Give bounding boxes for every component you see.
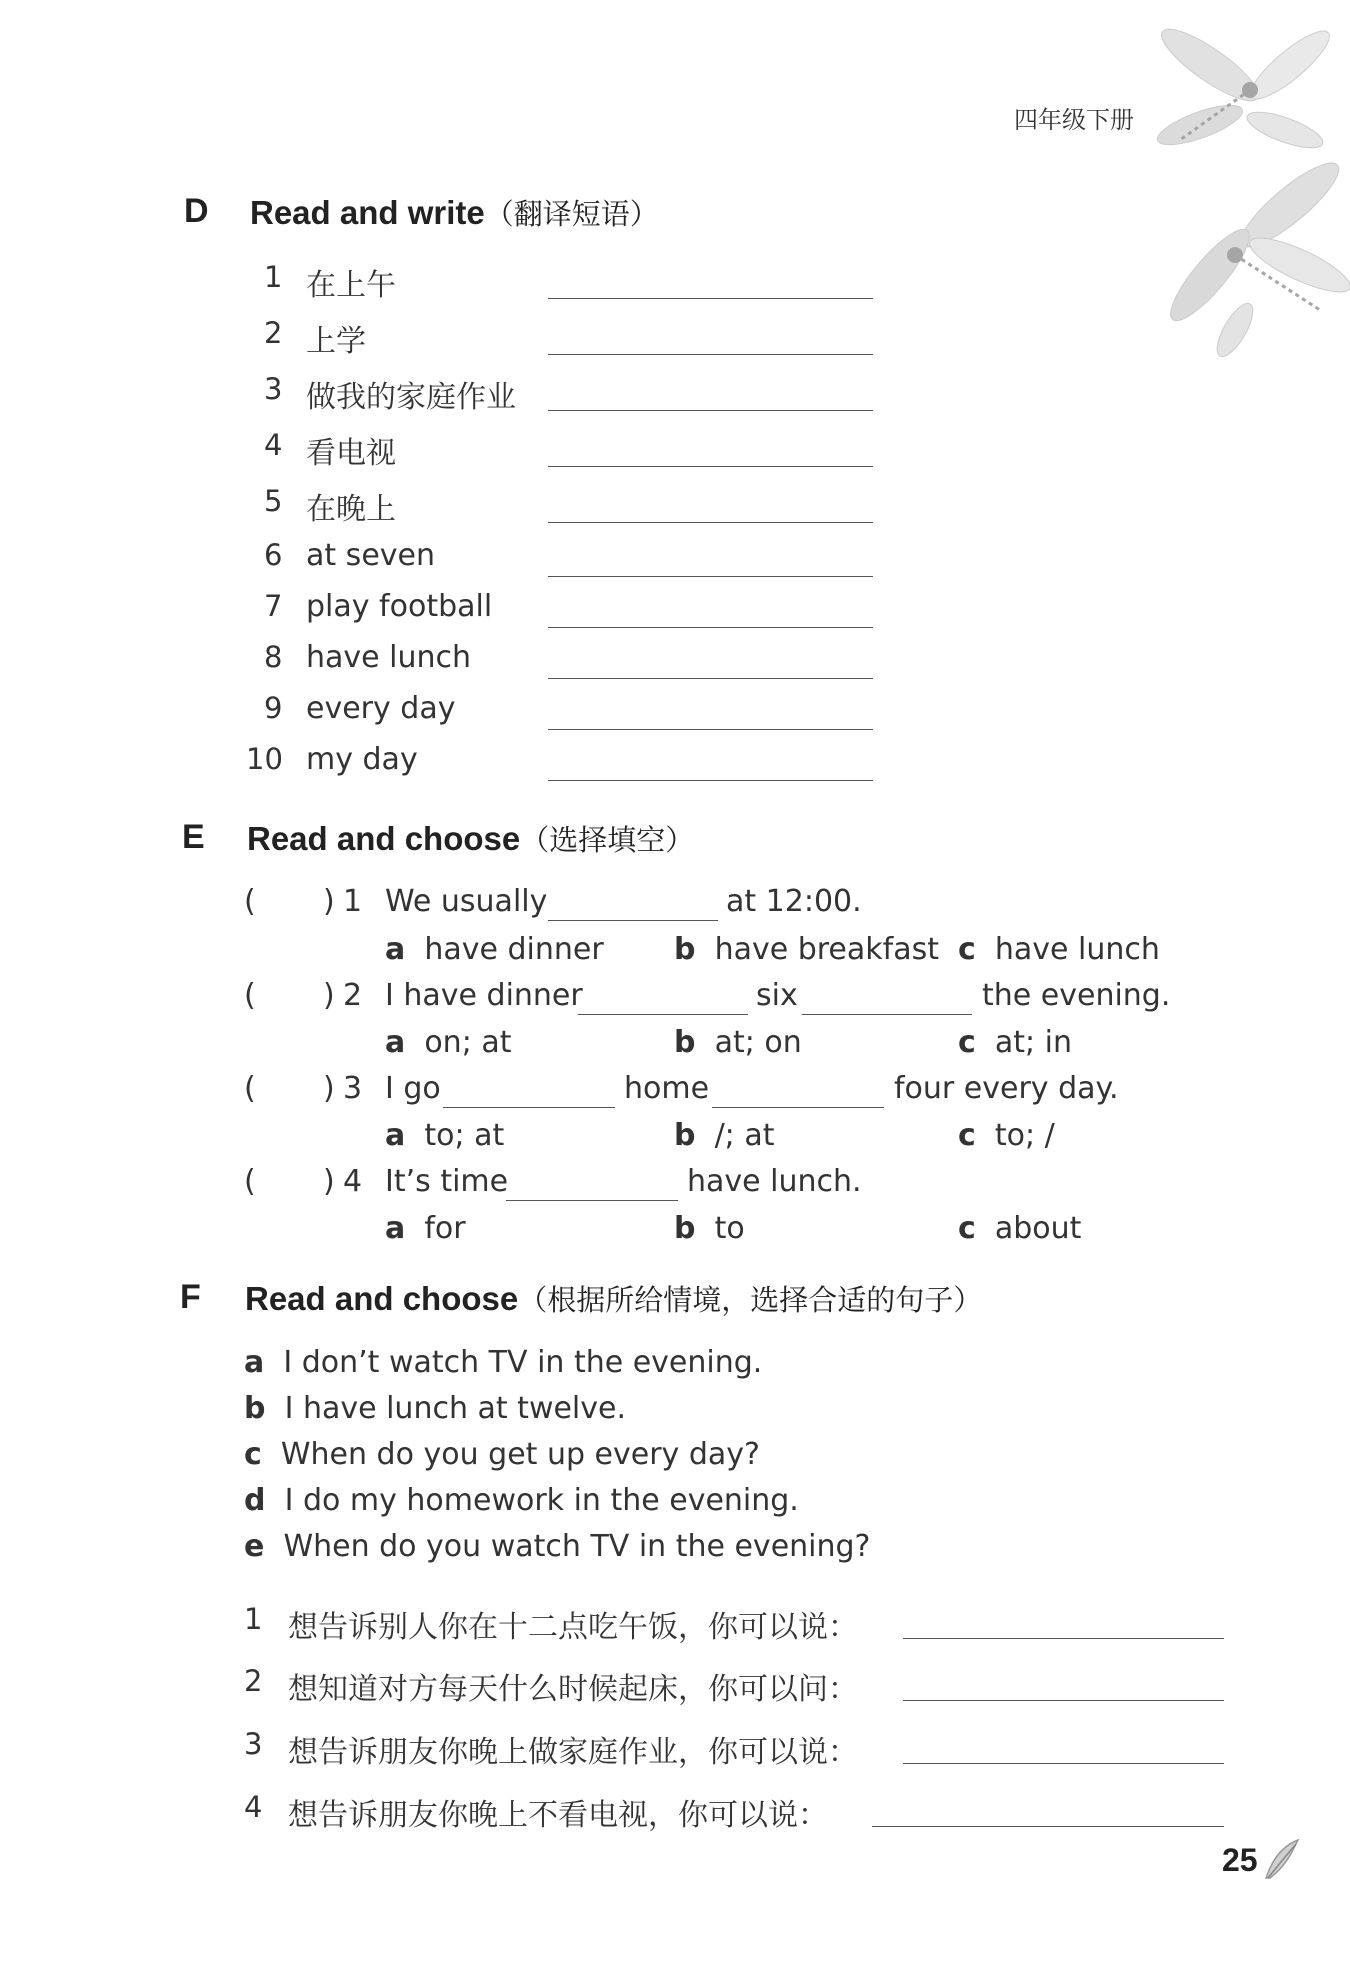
question-text: home (624, 1071, 710, 1106)
section-f-title-en: Read and choose (245, 1280, 519, 1317)
item-number: 2 (264, 316, 283, 350)
option-b (674, 932, 939, 967)
sentence-option (244, 1345, 762, 1380)
option-text: When do you watch TV in the evening? (283, 1529, 871, 1564)
question-text: We usually (385, 884, 548, 919)
option-letter: c (958, 1118, 976, 1153)
item-phrase: my day (306, 742, 418, 777)
question-number: 1 (343, 884, 363, 919)
answer-blank[interactable] (802, 1014, 972, 1015)
prompt-number: 2 (244, 1664, 263, 1698)
answer-paren-open: ( (244, 884, 256, 919)
section-f-title (245, 1278, 982, 1319)
answer-blank[interactable] (548, 354, 873, 355)
option-letter: a (385, 1211, 406, 1246)
section-e-title-en: Read and choose (247, 820, 521, 857)
dragonfly-icon (1160, 152, 1350, 361)
prompt-text: 想知道对方每天什么时候起床，你可以问： (288, 1672, 858, 1707)
sentence-option (244, 1391, 626, 1426)
item-number: 4 (264, 428, 283, 462)
prompt-text: 想告诉别人你在十二点吃午饭，你可以说： (288, 1610, 858, 1645)
answer-paren-close: ) (323, 978, 335, 1013)
dragonfly-icon (1153, 19, 1337, 155)
option-text: on; at (424, 1025, 512, 1060)
question-text: the evening. (982, 978, 1171, 1013)
answer-blank[interactable] (712, 1107, 884, 1108)
option-letter: a (385, 1118, 406, 1153)
option-c (958, 1025, 1072, 1060)
option-b (674, 1211, 745, 1246)
option-text: at; in (994, 1025, 1073, 1060)
option-c (958, 1118, 1055, 1153)
answer-paren-close: ) (323, 1071, 335, 1106)
section-d-subtitle: （翻译短语） (484, 199, 659, 231)
option-letter: b (674, 1118, 696, 1153)
answer-paren-close: ) (323, 1164, 335, 1199)
question-number: 2 (343, 978, 363, 1013)
answer-blank[interactable] (443, 1107, 615, 1108)
answer-blank[interactable] (903, 1638, 1224, 1639)
question-text: have lunch. (687, 1164, 862, 1199)
option-a (385, 932, 604, 967)
option-text: have breakfast (714, 932, 939, 967)
answer-paren-close: ) (323, 884, 335, 919)
section-d-title-en: Read and write (250, 194, 485, 231)
answer-blank[interactable] (548, 576, 873, 577)
item-phrase: at seven (306, 538, 435, 573)
option-letter: b (674, 1025, 696, 1060)
item-number: 9 (264, 691, 283, 725)
item-phrase: 看电视 (306, 436, 396, 471)
prompt-text: 想告诉朋友你晚上不看电视，你可以说： (288, 1798, 828, 1833)
question-text: six (756, 978, 798, 1013)
option-text: I don’t watch TV in the evening. (283, 1345, 763, 1380)
section-e-letter: E (182, 818, 205, 856)
option-text: When do you get up every day? (280, 1437, 760, 1472)
answer-blank[interactable] (548, 780, 873, 781)
option-letter: c (244, 1437, 262, 1472)
item-phrase: 在晚上 (306, 492, 396, 527)
answer-blank[interactable] (506, 1200, 678, 1201)
question-text: I have dinner (385, 978, 583, 1013)
section-f-subtitle: （根据所给情境，选择合适的句子） (518, 1285, 983, 1317)
answer-paren-open: ( (244, 978, 256, 1013)
answer-blank[interactable] (548, 298, 873, 299)
grade-label: 四年级下册 (1014, 106, 1134, 134)
answer-paren-open: ( (244, 1164, 256, 1199)
answer-blank[interactable] (548, 678, 873, 679)
option-text: I do my homework in the evening. (284, 1483, 799, 1518)
sentence-option (244, 1529, 870, 1564)
option-text: to (714, 1211, 745, 1246)
option-text: /; at (714, 1118, 775, 1153)
option-letter: e (244, 1529, 265, 1564)
option-letter: c (958, 1025, 976, 1060)
option-letter: a (385, 932, 406, 967)
answer-paren-open: ( (244, 1071, 256, 1106)
option-letter: c (958, 932, 976, 967)
answer-blank[interactable] (903, 1763, 1224, 1764)
question-number: 4 (343, 1164, 363, 1199)
item-phrase: every day (306, 691, 456, 726)
option-letter: b (244, 1391, 266, 1426)
section-e-title (247, 818, 694, 859)
option-a (385, 1211, 466, 1246)
option-b (674, 1025, 802, 1060)
option-letter: c (958, 1211, 976, 1246)
answer-blank[interactable] (548, 729, 873, 730)
option-text: have dinner (424, 932, 604, 967)
page-number: 25 (1222, 1842, 1258, 1878)
item-number: 10 (246, 742, 283, 776)
prompt-number: 3 (244, 1727, 263, 1761)
option-a (385, 1025, 512, 1060)
dragonfly-decoration (1140, 10, 1350, 370)
section-f-letter: F (180, 1278, 201, 1316)
answer-blank[interactable] (548, 466, 873, 467)
answer-blank[interactable] (548, 522, 873, 523)
option-text: to; at (424, 1118, 505, 1153)
item-number: 6 (264, 538, 283, 572)
item-number: 1 (264, 260, 283, 294)
question-text: It’s time (385, 1164, 509, 1199)
option-letter: a (244, 1345, 265, 1380)
prompt-number: 4 (244, 1790, 263, 1824)
answer-blank[interactable] (548, 920, 718, 921)
option-text: I have lunch at twelve. (284, 1391, 627, 1426)
answer-blank[interactable] (872, 1826, 1224, 1827)
item-phrase: 做我的家庭作业 (306, 380, 516, 415)
answer-blank[interactable] (548, 410, 873, 411)
section-d-letter: D (184, 192, 209, 230)
item-phrase: 上学 (306, 324, 366, 359)
section-e-subtitle: （选择填空） (520, 825, 695, 857)
item-number: 3 (264, 372, 283, 406)
sentence-option (244, 1483, 799, 1518)
option-text: to; / (994, 1118, 1055, 1153)
option-text: have lunch (994, 932, 1160, 967)
leaf-icon (1262, 1838, 1302, 1882)
option-text: at; on (714, 1025, 802, 1060)
option-a (385, 1118, 504, 1153)
answer-blank[interactable] (903, 1700, 1224, 1701)
item-number: 7 (264, 589, 283, 623)
item-number: 5 (264, 484, 283, 518)
item-phrase: 在上午 (306, 268, 396, 303)
option-letter: b (674, 932, 696, 967)
option-b (674, 1118, 774, 1153)
option-letter: b (674, 1211, 696, 1246)
option-letter: d (244, 1483, 266, 1518)
sentence-option (244, 1437, 760, 1472)
question-text: four every day. (894, 1071, 1119, 1106)
item-phrase: have lunch (306, 640, 472, 675)
question-text: I go (385, 1071, 441, 1106)
answer-blank[interactable] (578, 1014, 748, 1015)
option-c (958, 932, 1160, 967)
answer-blank[interactable] (548, 627, 873, 628)
item-phrase: play football (306, 589, 493, 624)
option-text: about (994, 1211, 1082, 1246)
question-number: 3 (343, 1071, 363, 1106)
option-text: for (424, 1211, 466, 1246)
option-c (958, 1211, 1081, 1246)
question-text: at 12:00. (726, 884, 862, 919)
section-d-title (250, 192, 659, 233)
item-number: 8 (264, 640, 283, 674)
option-letter: a (385, 1025, 406, 1060)
prompt-number: 1 (244, 1602, 263, 1636)
prompt-text: 想告诉朋友你晚上做家庭作业，你可以说： (288, 1735, 858, 1770)
